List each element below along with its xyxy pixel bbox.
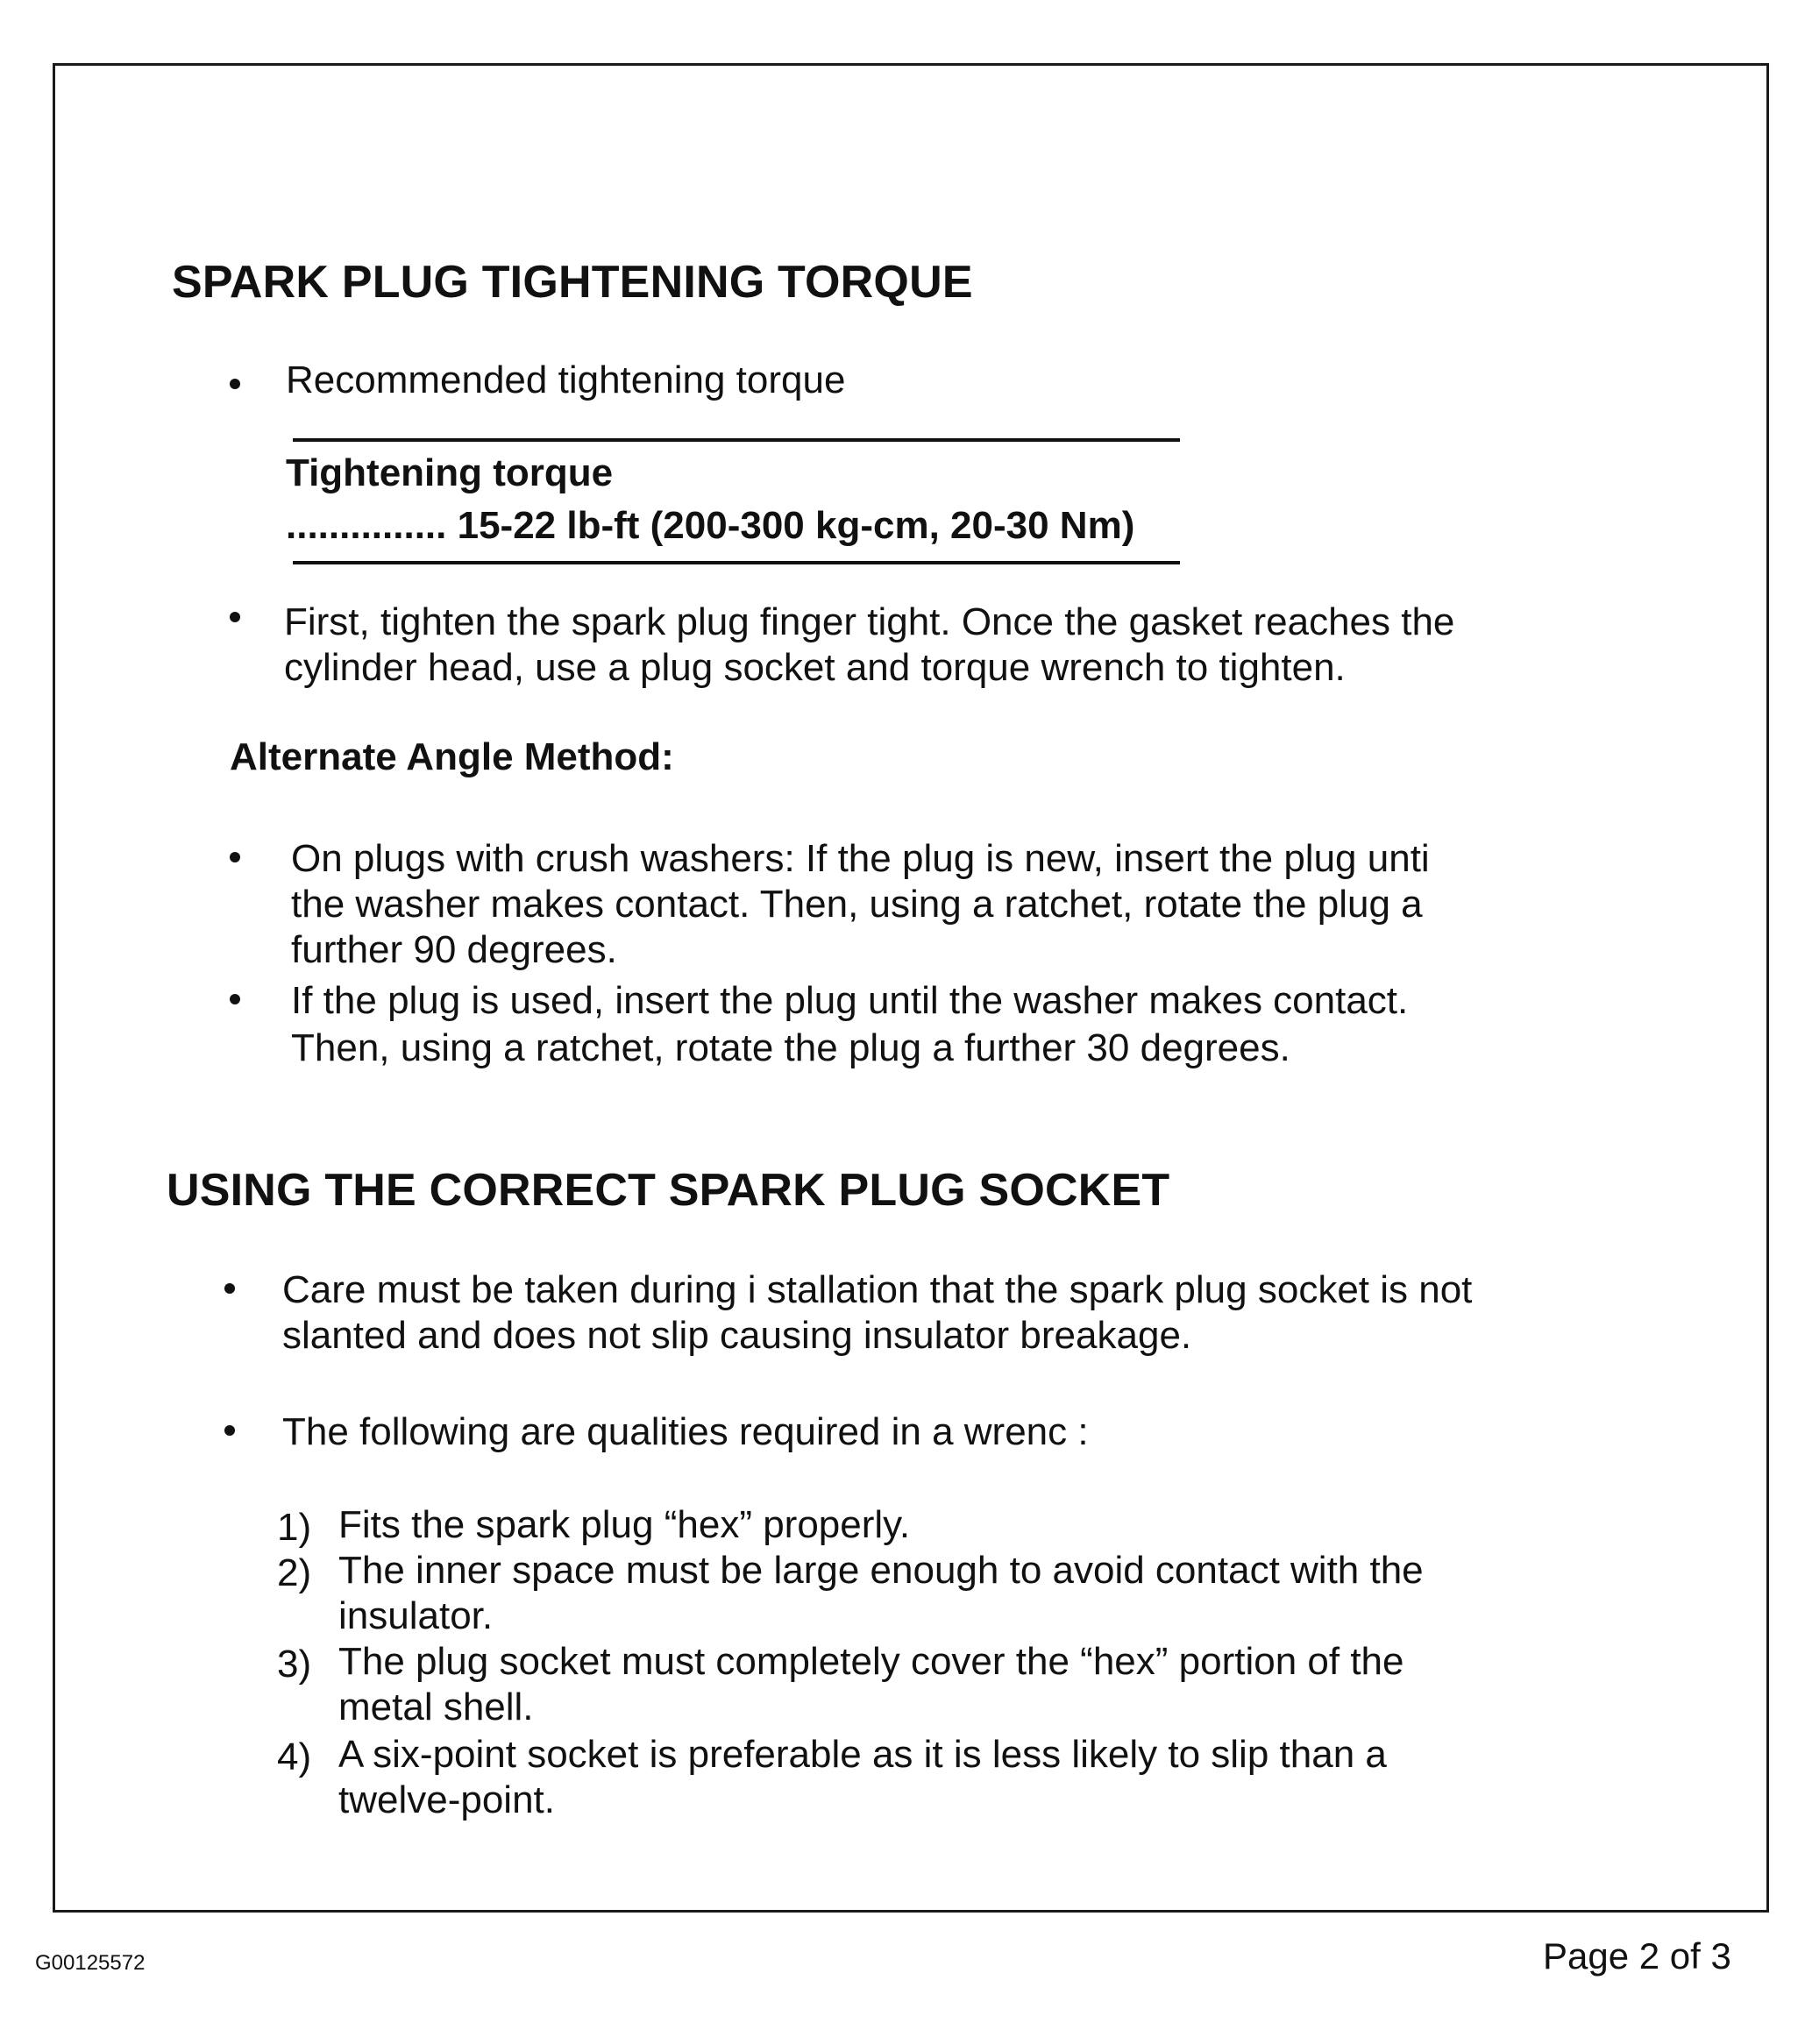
bullet-dot [224,1425,235,1436]
angle-used-plug-line2: Then, using a ratchet, rotate the plug a further 30 degrees. [291,1026,1290,1069]
quality-3-line2: metal shell. [338,1686,534,1728]
quality-4-line1: A six-point socket is preferable as it is less likely to slip than a [338,1733,1387,1776]
quality-2-line1: The inner space must be large enough to avoid contact with the [338,1549,1424,1592]
bullet-dot [230,379,240,389]
quality-number: 1) [277,1506,312,1549]
angle-new-plug-line2: the washer makes contact. Then, using a ratchet, rotate the plug a [291,883,1423,926]
spec-bottom-rule [293,561,1180,564]
bullet-dot [230,994,240,1004]
angle-new-plug-line3: further 90 degrees. [291,928,617,971]
alternate-angle-heading: Alternate Angle Method: [230,735,674,778]
document-id: G00125572 [35,1951,146,1975]
bullet-finger-tight-line2: cylinder head, use a plug socket and torque wrench to tighten. [284,646,1346,689]
section-heading-torque: SPARK PLUG TIGHTENING TORQUE [172,257,973,308]
spec-top-rule [293,438,1180,442]
bullet-dot [230,852,240,862]
quality-4-line2: twelve-point. [338,1778,556,1821]
socket-qualities-intro: The following are qualities required in a wrenc : [282,1410,1089,1453]
angle-new-plug-line1: On plugs with crush washers: If the plug is new, insert the plug unti [291,837,1430,880]
angle-used-plug-line1: If the plug is used, insert the plug until the washer makes contact. [291,979,1409,1022]
quality-2-line2: insulator. [338,1594,494,1637]
quality-number: 4) [277,1735,312,1778]
quality-number: 2) [277,1551,312,1594]
quality-number: 3) [277,1643,312,1686]
spec-value: ............... 15-22 lb-ft (200-300 kg-cm, 20-30 Nm) [286,504,1135,547]
quality-3-line1: The plug socket must completely cover the “hex” portion of the [338,1640,1404,1683]
bullet-recommended-torque: Recommended tightening torque [286,358,846,401]
section-heading-socket: USING THE CORRECT SPARK PLUG SOCKET [167,1165,1170,1216]
socket-care-line1: Care must be taken during i stallation that the spark plug socket is not [282,1268,1473,1311]
spec-label: Tightening torque [286,451,614,494]
bullet-dot [224,1283,235,1294]
bullet-finger-tight-line1: First, tighten the spark plug finger tight. Once the gasket reaches the [284,600,1455,643]
quality-1-line1: Fits the spark plug “hex” properly. [338,1503,911,1546]
bullet-dot [230,612,240,622]
socket-care-line2: slanted and does not slip causing insulator breakage. [282,1314,1192,1357]
page-number: Page 2 of 3 [1543,1935,1731,1977]
